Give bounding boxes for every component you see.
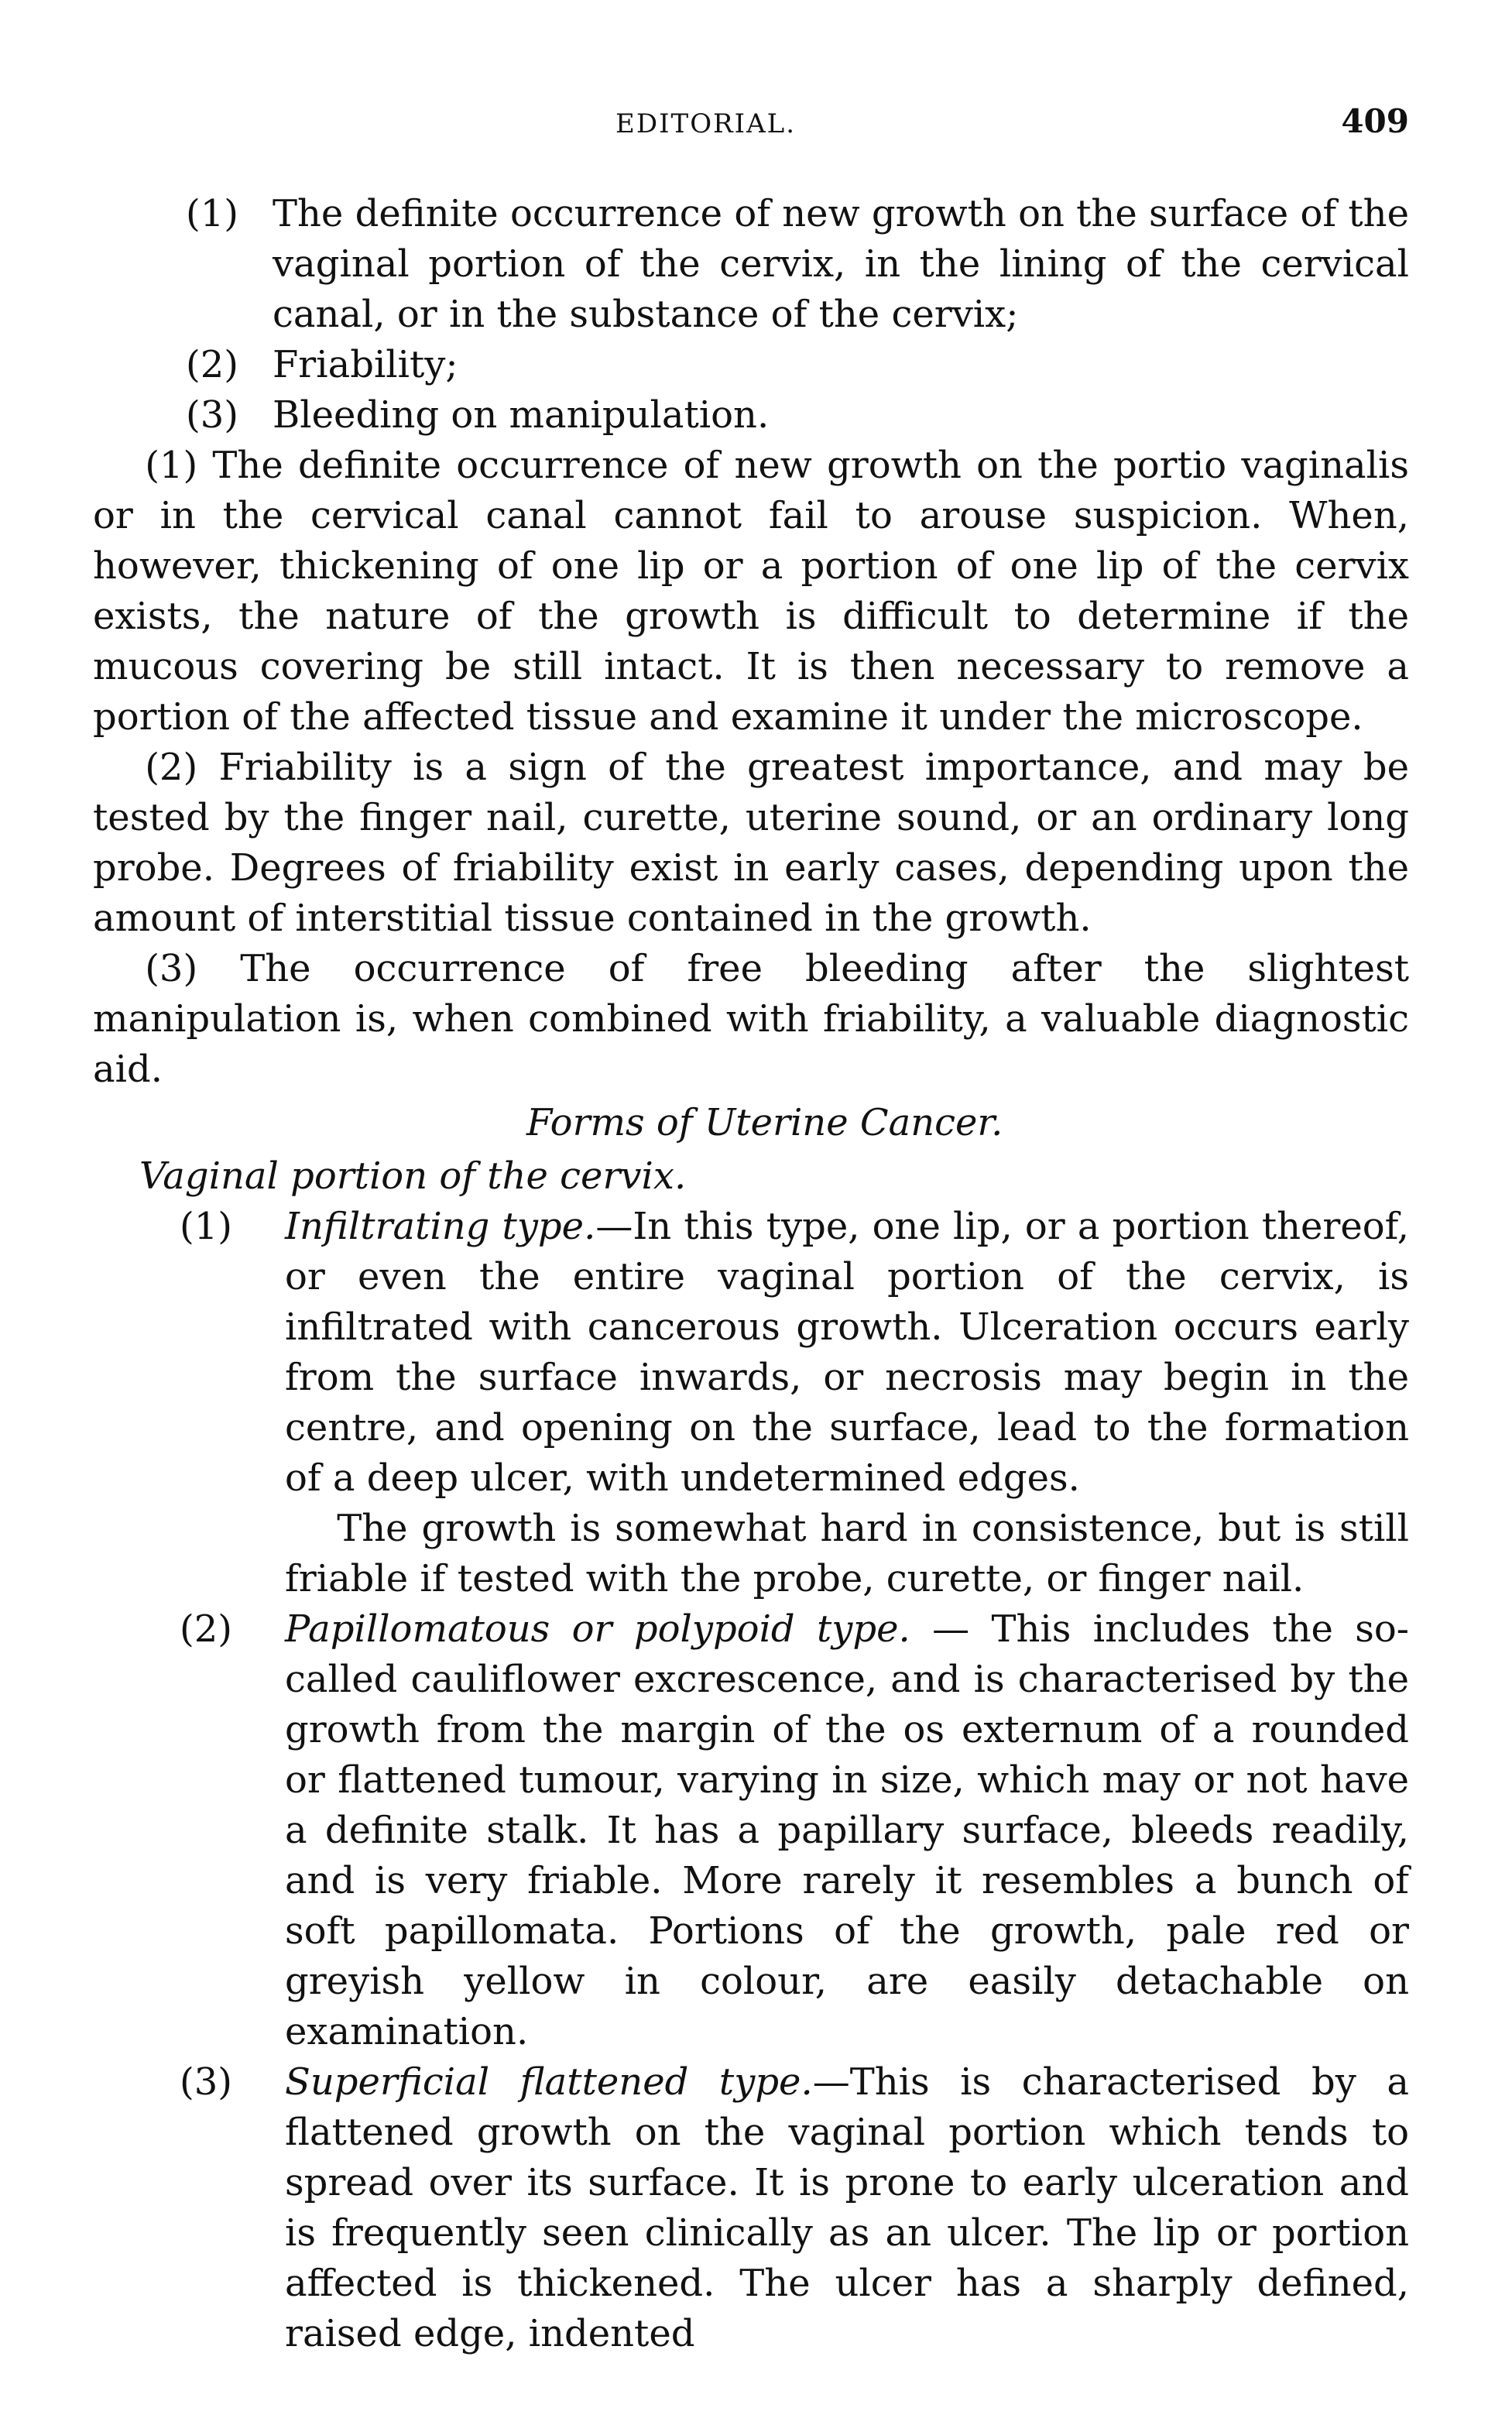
paragraph-bleeding: (3) The occurrence of free bleeding after the slightest manipulation is, when combined with friability, a valuable diagnostic aid. [93,947,1409,1091]
page-header [93,102,1409,149]
form-number: (3) [180,2060,232,2104]
criteria-list [93,189,1409,441]
form-text [285,1604,1409,2057]
form-number: (2) [180,1607,232,1651]
criteria-number: (3) [186,393,238,437]
form-text [285,1202,1409,1504]
paragraph-friability: (2) Friability is a sign of the greatest importance, and may be tested by the finger nail, curette, uterine sound, or an ordinary long probe. Degrees of friability exist in early cases, depending upon the amount of interstitial tissue contained in the growth. [93,746,1409,940]
criteria-text: The definite occurrence of new growth on the surface of the vaginal portion of the cervix, in the lining of the cervical canal, or in the substance of the cervix; [273,192,1409,336]
form-item [93,1202,1409,1604]
criteria-item [93,340,1409,390]
form-item [93,2057,1409,2359]
running-head: EDITORIAL. [615,108,797,139]
forms-list [93,1202,1409,2359]
subheading: Vaginal portion of the cervix. [139,1154,687,1198]
criteria-number: (2) [186,343,238,386]
criteria-text: Friability; [273,343,458,386]
form-description: —This is characterised by a flattened growth on the vaginal portion which tends to spread over its surface. It is prone to early ulceration and is frequently seen clinically as an ulcer. The lip or portion affected is thickened. The ulcer has a sharply defined, raised edge, indented [285,2060,1409,2355]
form-text [285,2057,1409,2359]
page-number: 409 [1341,102,1409,140]
form-number: (1) [180,1205,232,1248]
form-title: Infiltrating type. [285,1205,596,1248]
form-title: Papillomatous or polypoid type. [285,1607,910,1651]
form-title: Superficial flattened type. [285,2060,813,2104]
criteria-item [93,189,1409,340]
page-body [93,189,1409,2359]
form-description: —In this type, one lip, or a portion thereof, or even the entire vaginal portion of the cervix, is infiltrated with cancerous growth. Ulceration occurs early from the surface inwards, or necrosis may begin in the centre, and opening on the surface, lead to the formation of a deep ulcer, with undetermined edges. [285,1205,1409,1500]
form-item [93,1604,1409,2057]
criteria-item [93,390,1409,441]
criteria-text: Bleeding on manipulation. [273,393,770,437]
section-heading: Forms of Uterine Cancer. [526,1101,1003,1144]
criteria-number: (1) [186,192,238,235]
paragraph-occurrence: (1) The definite occurrence of new growth on the portio vaginalis or in the cervical canal cannot fail to arouse suspicion. When, however, thickening of one lip or a portion of one lip of the cervix exists, the nature of the growth is difficult to determine if the mucous covering be still intact. It is then necessary to remove a portion of the affected tissue and examine it under the microscope. [93,444,1409,739]
form-continuation: The growth is somewhat hard in consistence, but is still friable if tested with the probe, curette, or finger nail. [285,1507,1409,1600]
form-description: — This includes the so-called cauliflower excrescence, and is characterised by the growth from the margin of the os externum of a rounded or flattened tumour, varying in size, which may or not have a definite stalk. It has a papillary surface, bleeds readily, and is very friable. More rarely it resembles a bunch of soft papillomata. Portions of the growth, pale red or greyish yellow in colour, are easily detachable on examination. [285,1607,1409,2053]
